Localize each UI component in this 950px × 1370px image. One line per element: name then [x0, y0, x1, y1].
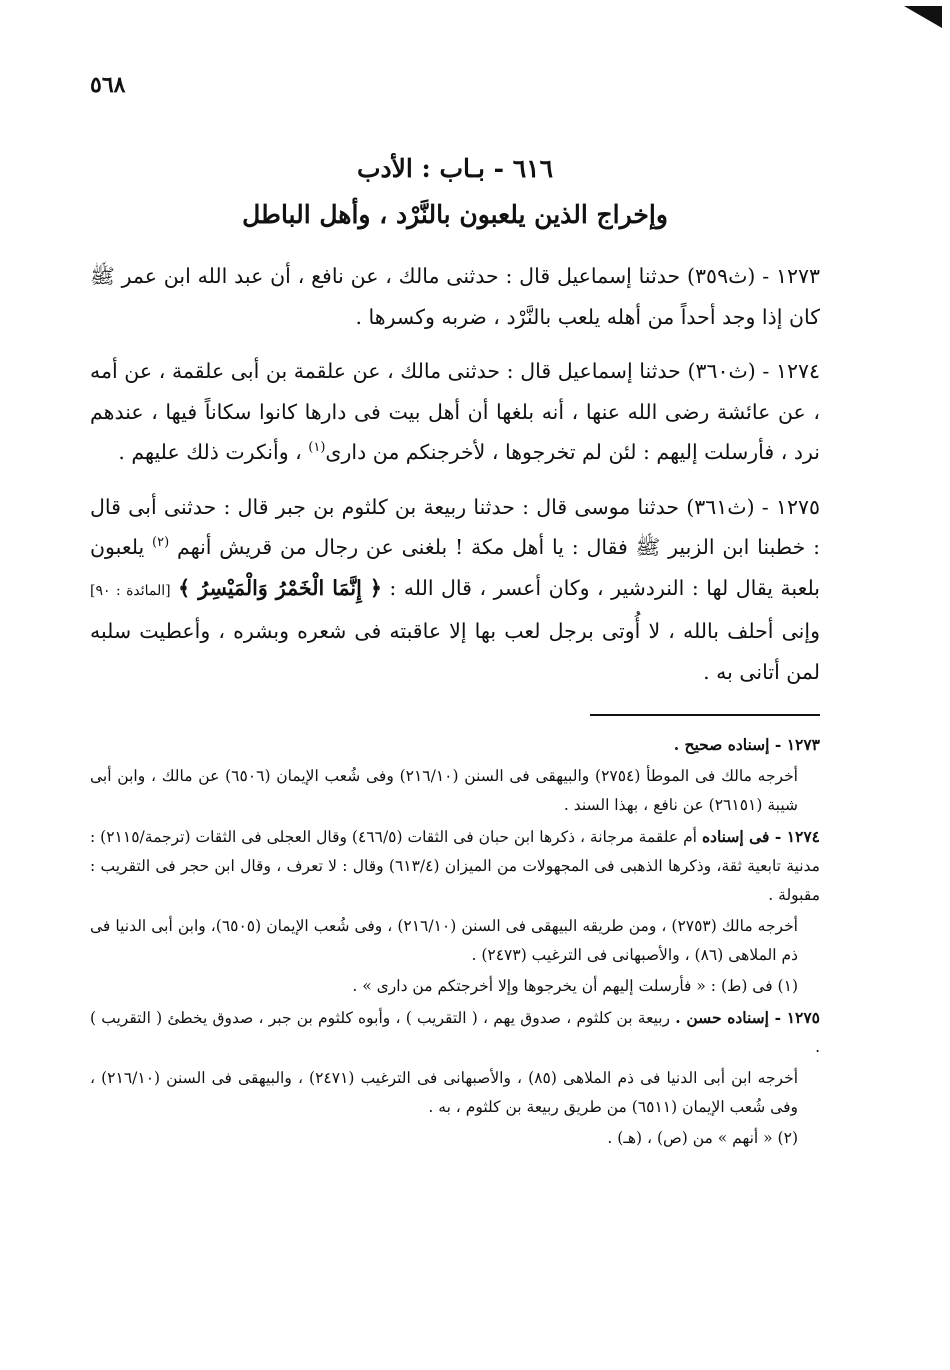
chapter-subtitle: وإخراج الذين يلعبون بالنَّرْد ، وأهل الباطل [242, 200, 668, 229]
footnote-1274-takhrij: أخرجه مالك (٢٧٥٣) ، ومن طريقه البيهقى فى السنن (٢١٦/١٠) ، وفى شُعب الإيمان (٦٥٠٥)، وابن أبى الدنيا فى ذم الملاهى (٨٦) ، والأصبهانى فى الترغيب (٢٤٧٣) . [90, 917, 798, 964]
hadith-1273: ١٢٧٣ - (ث٣٥٩) حدثنا إسماعيل قال : حدثنى مالك ، عن نافع ، أن عبد الله ابن عمر ﷺ كان إذا وجد أحداً من أهله يلعب بالنَّرْد ، ضربه وكسرها . [90, 264, 820, 329]
page-corner-marker [904, 6, 942, 28]
footnote-1275-text: ربيعة بن كلثوم ، صدوق يهم ، ( التقريب ) ، وأبوه كلثوم بن جبر ، صدوق يخطئ ( التقريب ) . [90, 1009, 820, 1056]
hadith-1275-text: ١٢٧٥ - (ث٣٦١) حدثنا موسى قال : حدثنا ربيعة بن كلثوم بن جبر قال : حدثنى أبى قال : خطبنا ابن الزبير ﷺ فقال : يا أهل مكة ! بلغنى عن رجال من قريش أنهم [90, 494, 821, 559]
footnote-1275-takhrij: أخرجه ابن أبى الدنيا فى ذم الملاهى (٨٥) ، والأصبهانى فى الترغيب (٢٤٧١) ، والبيهقى فى السنن (٢١٦/١٠) ، وفى شُعب الإيمان (٦٥١١) من طريق ربيعة بن كلثوم ، به . [90, 1069, 798, 1116]
footnote-note-1: (١) فى (ط) : « فأرسلت إليهم أن يخرجوها وإلا أخرجتكم من دارى » . [352, 977, 798, 995]
footnote-divider [590, 714, 820, 716]
page-body [90, 70, 820, 1155]
chapter-title: ٦١٦ - بـاب : الأدب [356, 154, 554, 183]
page-number: ٥٦٨ [90, 72, 126, 98]
quran-reference: [المائدة : ٩٠] [90, 582, 171, 599]
hadith-1275 [90, 487, 820, 693]
hadith-1274 [90, 351, 820, 473]
footnote-1273-heading [90, 730, 820, 760]
footnote-1274 [90, 822, 820, 910]
footnote-1273-label: ١٢٧٣ - إسناده صحيح . [673, 735, 820, 754]
footnote-1273-body: أخرجه مالك فى الموطأ (٢٧٥٤) والبيهقى فى السنن (٢١٦/١٠) وفى شُعب الإيمان (٦٥٠٦) عن مالك ، وابن أبى شيبة (٢٦١٥١) عن نافع ، بهذا السند . [90, 767, 798, 814]
footnote-ref-1: (١) [308, 440, 326, 456]
footnote-note-2: (٢) « أنهم » من (ص) ، (هـ) . [607, 1129, 798, 1147]
footnote-1275 [90, 1003, 820, 1062]
footnote-1274-label: ١٢٧٤ - فى إسناده [701, 827, 820, 846]
footnote-1274-text: أم علقمة مرجانة ، ذكرها ابن حبان فى الثقات (٤٦٦/٥) وقال العجلى فى الثقات (ترجمة/٢١١٥) : مدنية تابعية ثقة، وذكرها الذهبى فى المجهولات من الميزان (٦١٣/٤) وقال : لا تعرف ، وقال ابن حجر فى التقريب : مقبولة . [90, 828, 820, 904]
footnote-1275-label: ١٢٧٥ - إسناده حسن . [675, 1008, 821, 1027]
hadith-1274-text: ١٢٧٤ - (ث٣٦٠) حدثنا إسماعيل قال : حدثنى مالك ، عن علقمة بن أبى علقمة ، عن أمه ، عن عائشة رضى الله عنها ، أنه بلغها أن أهل بيت فى دارها كانوا سكاناً فيها ، عندهم نرد ، فأرسلت إليهم : لئن لم تخرجوها ، لأخرجنكم من دارى [90, 359, 820, 464]
hadith-1275-text-end: وإنى أحلف بالله ، لا أُوتى برجل لعب بها إلا عاقبته فى شعره وبشره ، وأعطيت سلبه لمن أتانى به . [90, 619, 820, 684]
footnote-ref-2: (٢) [152, 535, 170, 551]
hadith-1275-text-mid: يلعبون بلعبة يقال لها : النردشير ، وكان أعسر ، قال الله : [90, 535, 820, 600]
hadith-1274-text-end: ، وأنكرت ذلك عليهم . [118, 440, 302, 464]
quran-verse: ﴿ إِنَّمَا الْخَمْرُ وَالْمَيْسِرُ ﴾ [178, 575, 382, 600]
